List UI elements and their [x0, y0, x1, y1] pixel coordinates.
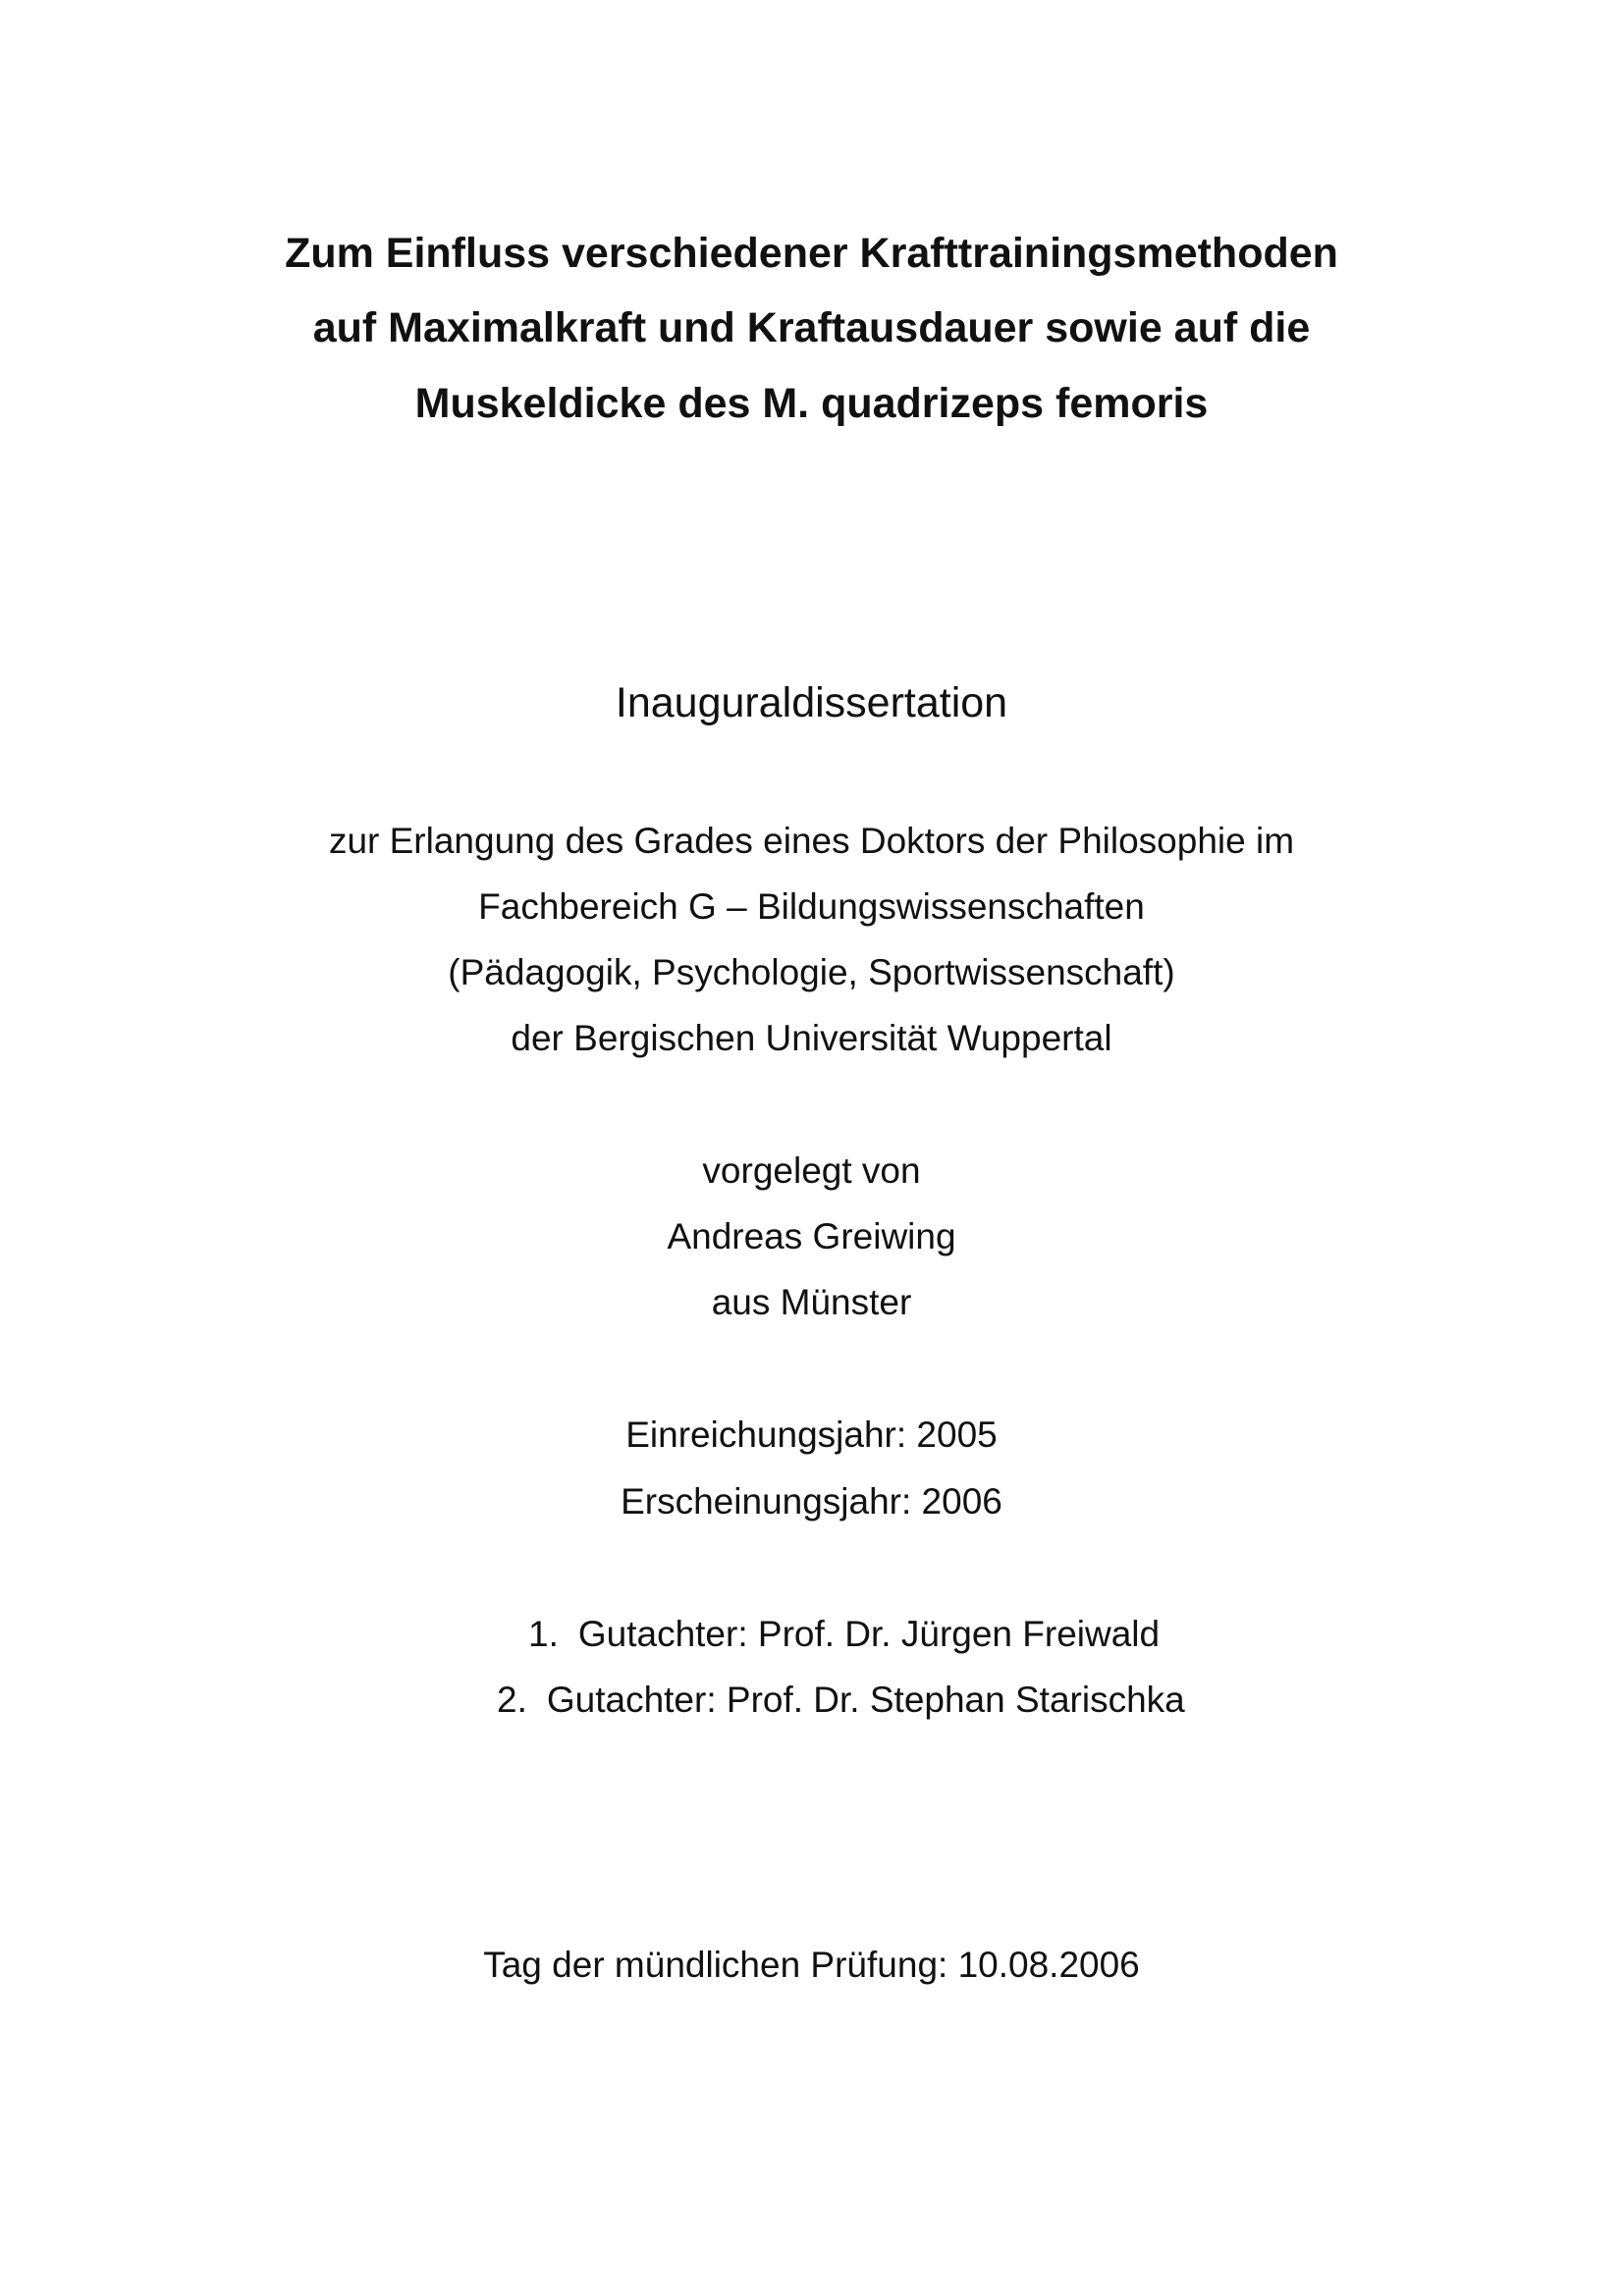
publication-year: Erscheinungsjahr: 2006 [621, 1481, 1002, 1522]
reviewer-text: Gutachter: Prof. Dr. Jürgen Freiwald [577, 1614, 1161, 1654]
reviewer-item [528, 1616, 1160, 1652]
purpose-line-1: zur Erlangung des Grades eines Doktors der Philosophie im [328, 821, 1295, 861]
thesis-title-line-1: Zum Einfluss verschiedener Krafttrainingsmethoden [285, 230, 1338, 277]
purpose-line-2: Fachbereich G – Bildungswissenschaften [478, 886, 1145, 927]
presented-by: vorgelegt von [702, 1150, 921, 1191]
reviewer-number: 1. [528, 1614, 559, 1654]
author-name: Andreas Greiwing [667, 1216, 956, 1256]
reviewer-text: Gutachter: Prof. Dr. Stephan Starischka [546, 1680, 1185, 1720]
purpose-line-4: der Bergischen Universität Wuppertal [511, 1018, 1112, 1058]
author-origin: aus Münster [711, 1282, 912, 1322]
reviewer-item [497, 1682, 1185, 1718]
submission-year: Einreichungsjahr: 2005 [625, 1415, 998, 1455]
purpose-line-3: (Pädagogik, Psychologie, Sportwissenschaft) [448, 952, 1175, 992]
thesis-title-line-2: auf Maximalkraft und Kraftausdauer sowie auf die [312, 304, 1311, 351]
oral-exam-date: Tag der mündlichen Prüfung: 10.08.2006 [483, 1945, 1140, 1985]
document-type: Inauguraldissertation [615, 679, 1008, 726]
reviewer-number: 2. [497, 1680, 527, 1720]
thesis-title-line-3: Muskeldicke des M. quadrizeps femoris [414, 380, 1209, 427]
